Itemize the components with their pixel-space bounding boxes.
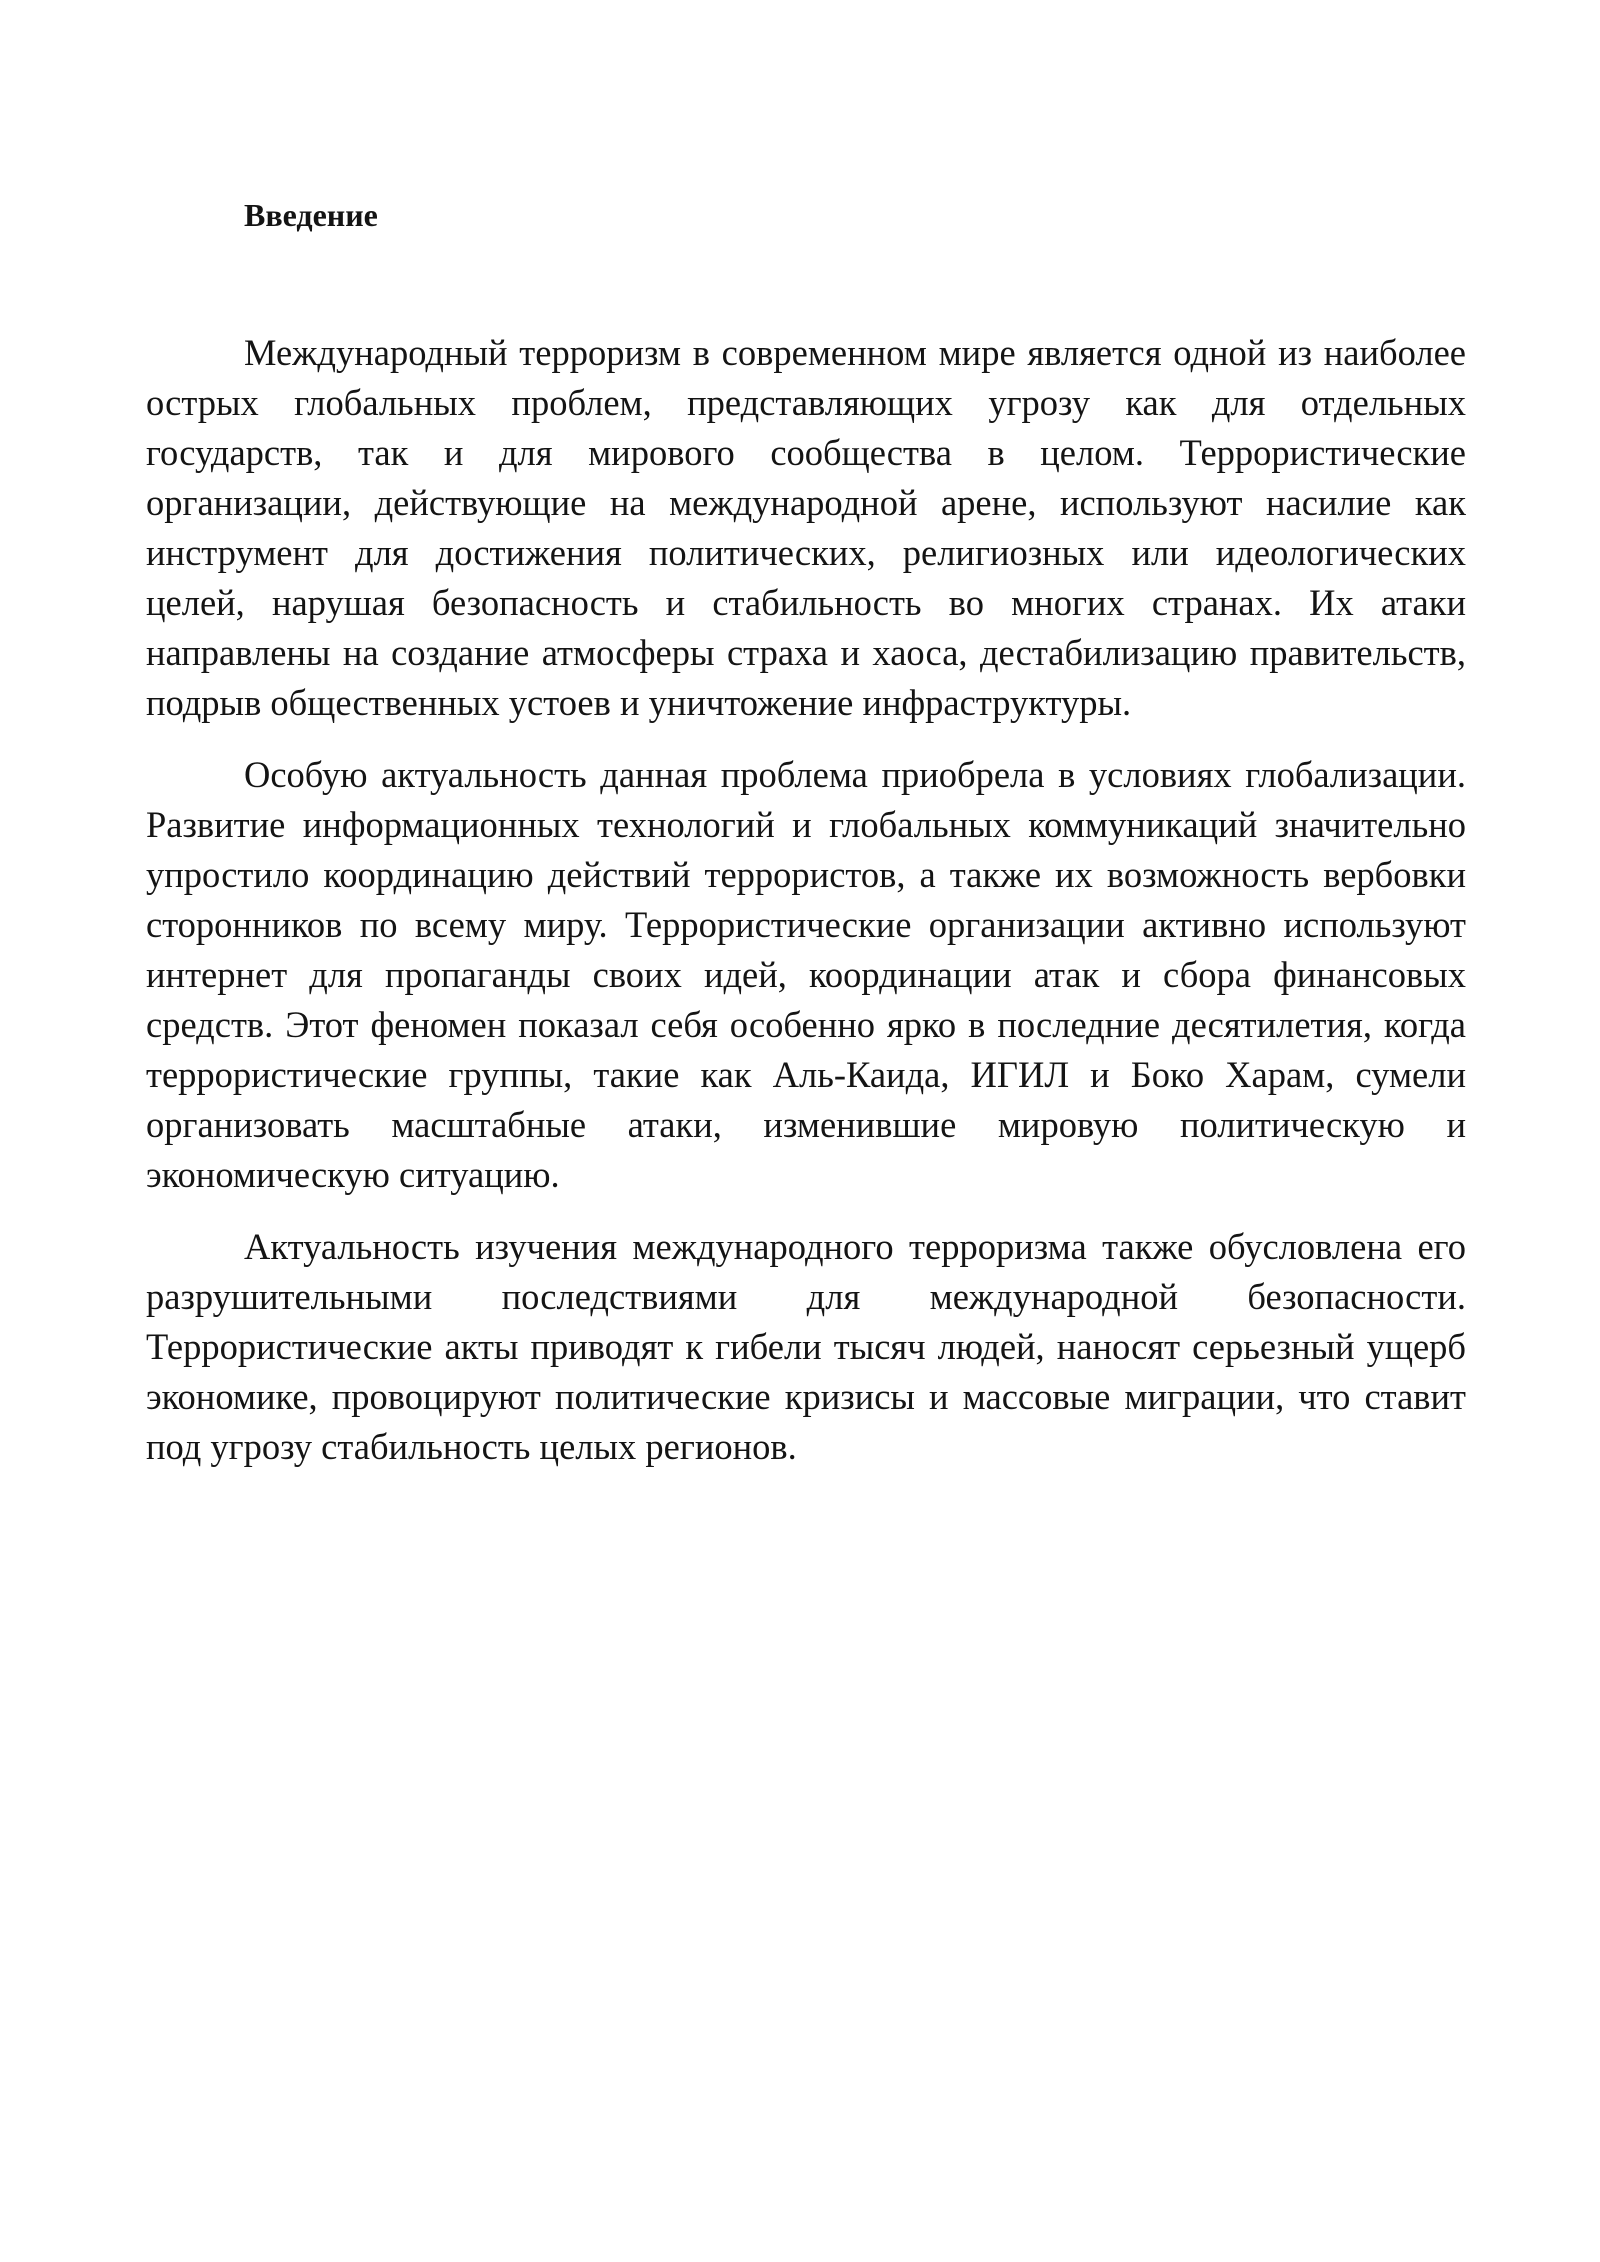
paragraph-1: Международный терроризм в современном мире является одной из наиболее острых глобальных проблем, представляющих угрозу как для отдельных государств, так и для мирового сообщества в целом. Террористические организации, действующие на международной арене, используют насилие как инструмент для достижения политических, религиозных или идеологических целей, нарушая безопасность и стабильность во многих странах. Их атаки направлены на создание атмосферы страха и хаоса, дестабилизацию правительств, подрыв общественных устоев и уничтожение инфраструктуры. [146, 332, 1466, 723]
paragraph-3: Актуальность изучения международного терроризма также обусловлена его разрушительными последствиями для международной безопасности. Террористические акты приводят к гибели тысяч людей, наносят серьезный ущерб экономике, провоцируют политические кризисы и массовые миграции, что ставит под угрозу стабильность целых регионов. [146, 1226, 1466, 1467]
document-body [146, 190, 1466, 1494]
paragraph-2: Особую актуальность данная проблема приобрела в условиях глобализации. Развитие информационных технологий и глобальных коммуникаций значительно упростило координацию действий террористов, а также их возможность вербовки сторонников по всему миру. Террористические организации активно используют интернет для пропаганды своих идей, координации атак и сбора финансовых средств. Этот феномен показал себя особенно ярко в последние десятилетия, когда террористические группы, такие как Аль-Каида, ИГИЛ и Боко Харам, сумели организовать масштабные атаки, изменившие мировую политическую и экономическую ситуацию. [146, 754, 1466, 1195]
section-heading: Введение [244, 197, 378, 233]
